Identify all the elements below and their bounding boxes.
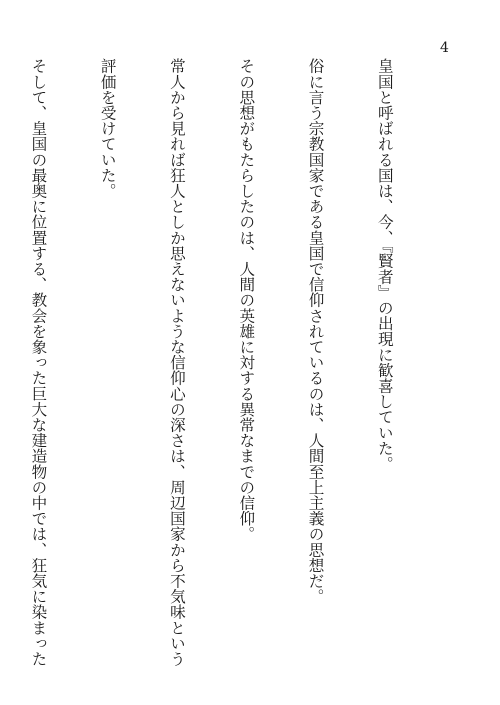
text-line: 皇国と呼ばれる国は、今、『賢者』の出現に歓喜していた。 — [375, 58, 394, 472]
text-line: その思想がもたらしたのは、人間の英雄に対する異常なまでの信仰。 — [237, 58, 256, 542]
vertical-text-body — [29, 58, 442, 667]
page-number: 4 — [440, 40, 449, 56]
text-line: そして、皇国の最奥に位置する、教会を象った巨大な建造物の中では、狂気に染まった — [29, 58, 48, 667]
text-line: 評価を受けていた。 — [98, 58, 117, 199]
text-line: 俗に言う宗教国家である皇国で信仰されているのは、人間至上主義の思想だ。 — [306, 58, 325, 604]
text-line: 常人から見れば狂人としか思えないような信仰心の深さは、周辺国家から不気味という — [167, 58, 186, 667]
